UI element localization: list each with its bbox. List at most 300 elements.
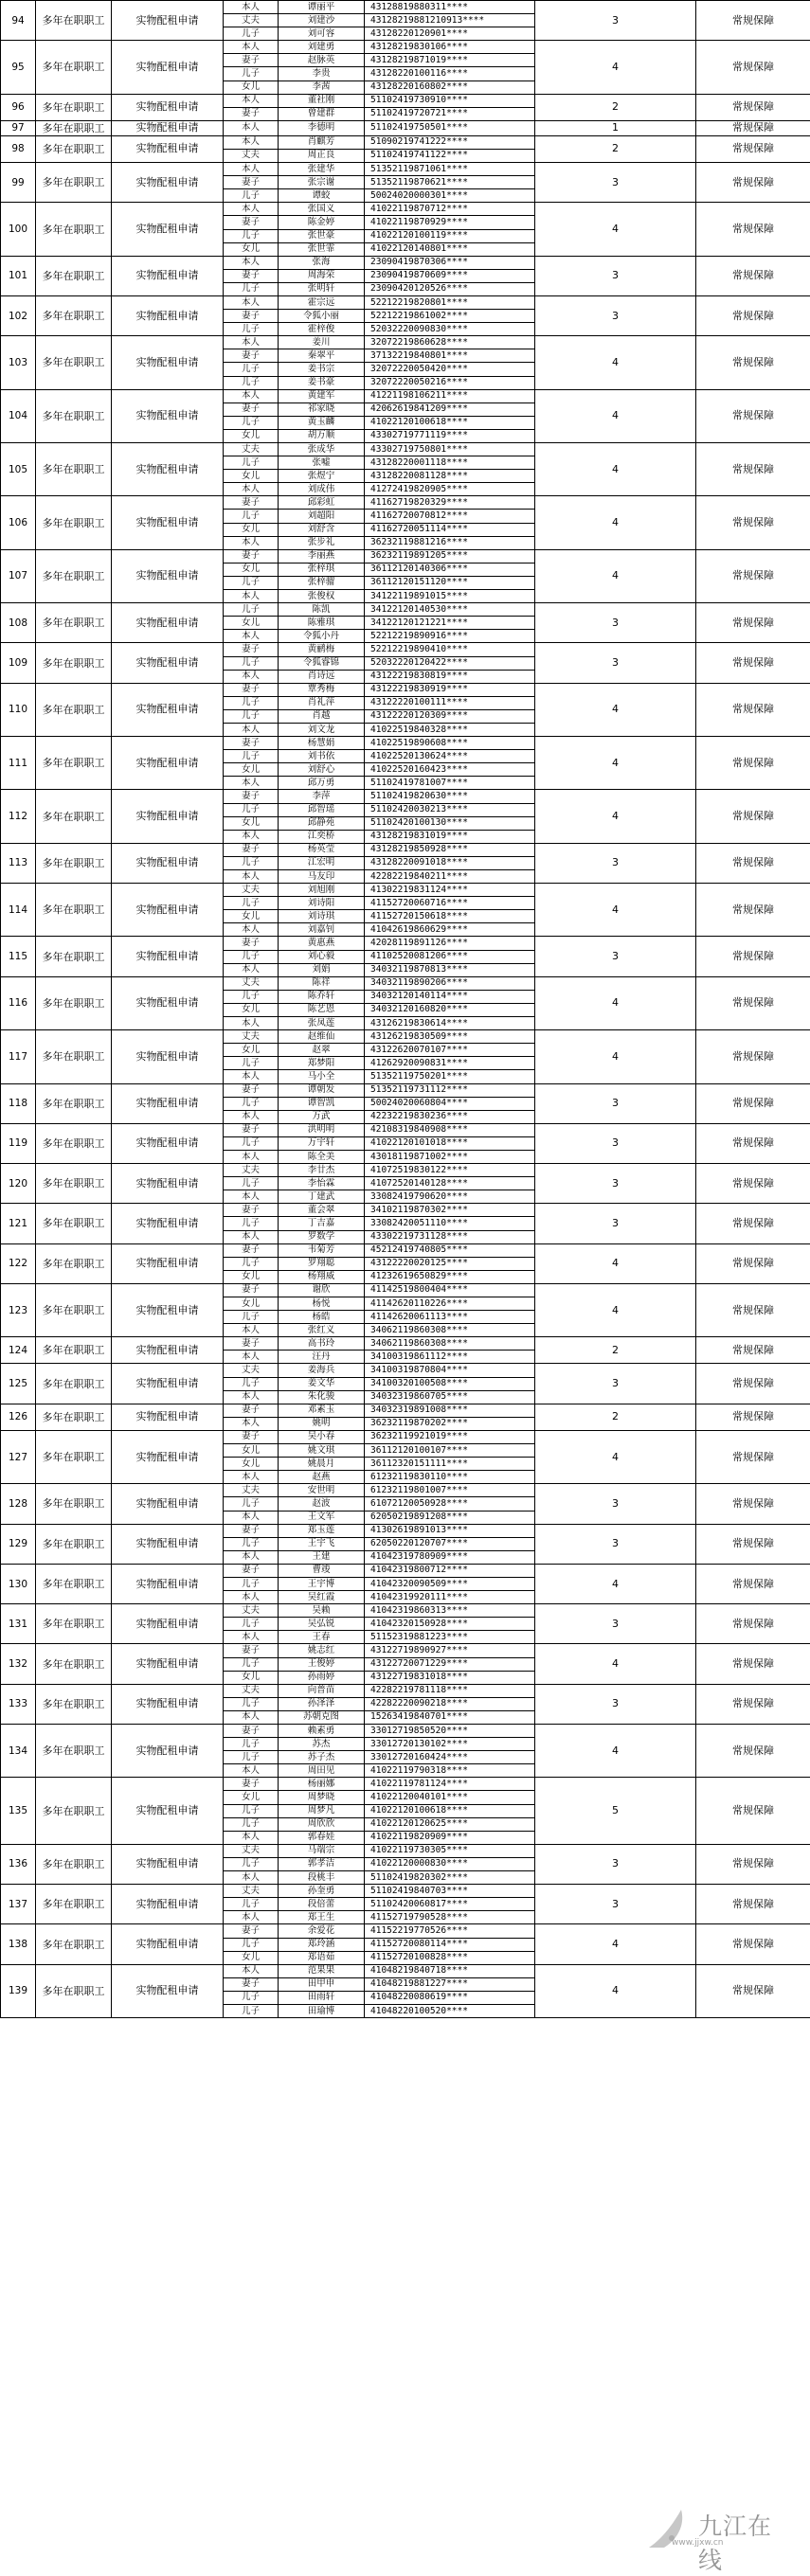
name-cell: 田甲申 xyxy=(279,1977,365,1991)
name-cell: 陈全美 xyxy=(279,1150,365,1163)
id-number-cell: 51102419781007**** xyxy=(365,777,535,790)
name-cell: 赵脉英 xyxy=(279,54,365,67)
household-count-cell: 4 xyxy=(535,683,696,736)
id-number-cell: 52212219890916**** xyxy=(365,630,535,643)
id-number-cell: 42028119891126**** xyxy=(365,937,535,950)
relation-cell: 儿子 xyxy=(224,1817,279,1831)
household-count-cell: 2 xyxy=(535,135,696,162)
category-cell: 多年在职职工 xyxy=(36,843,112,883)
name-cell: 李廿杰 xyxy=(279,1164,365,1177)
name-cell: 丁吉嘉 xyxy=(279,1217,365,1230)
relation-cell: 妻子 xyxy=(224,1337,279,1351)
name-cell: 吴赖 xyxy=(279,1604,365,1618)
application-type-cell: 实物配租申请 xyxy=(112,937,224,976)
household-count-cell: 4 xyxy=(535,203,696,256)
name-cell: 姜书豪 xyxy=(279,376,365,389)
application-type-cell: 实物配租申请 xyxy=(112,1364,224,1404)
relation-cell: 本人 xyxy=(224,389,279,402)
name-cell: 杨英莹 xyxy=(279,843,365,856)
row-number: 131 xyxy=(1,1604,36,1644)
name-cell: 李丽燕 xyxy=(279,549,365,563)
category-cell: 多年在职职工 xyxy=(36,1164,112,1204)
id-number-cell: 51352119870621**** xyxy=(365,176,535,189)
id-number-cell: 41152719790528**** xyxy=(365,1911,535,1924)
id-number-cell: 37132219840801**** xyxy=(365,349,535,363)
id-number-cell: 34100319861112**** xyxy=(365,1351,535,1364)
category-cell: 多年在职职工 xyxy=(36,683,112,736)
relation-cell: 妻子 xyxy=(224,1243,279,1257)
name-cell: 郑玉莲 xyxy=(279,1524,365,1537)
id-number-cell: 51102420100130**** xyxy=(365,816,535,830)
relation-cell: 儿子 xyxy=(224,1177,279,1190)
household-count-cell: 3 xyxy=(535,1164,696,1204)
application-type-cell: 实物配租申请 xyxy=(112,135,224,162)
name-cell: 王春 xyxy=(279,1631,365,1644)
id-number-cell: 41022119820909**** xyxy=(365,1831,535,1844)
relation-cell: 本人 xyxy=(224,1964,279,1977)
name-cell: 姜川 xyxy=(279,336,365,349)
name-cell: 陈凯 xyxy=(279,603,365,617)
category-cell: 多年在职职工 xyxy=(36,135,112,162)
relation-cell: 本人 xyxy=(224,830,279,843)
name-cell: 孙雨婷 xyxy=(279,1671,365,1684)
id-number-cell: 42282219781118**** xyxy=(365,1684,535,1697)
application-type-cell: 实物配租申请 xyxy=(112,41,224,94)
id-number-cell: 41232619650829**** xyxy=(365,1270,535,1283)
application-type-cell: 实物配租申请 xyxy=(112,1243,224,1283)
relation-cell: 妻子 xyxy=(224,1204,279,1217)
id-number-cell: 50024020060804**** xyxy=(365,1097,535,1110)
household-count-cell: 3 xyxy=(535,1524,696,1564)
name-cell: 周正良 xyxy=(279,149,365,162)
row-number: 120 xyxy=(1,1164,36,1204)
household-count-cell: 3 xyxy=(535,1844,696,1884)
name-cell: 姚明 xyxy=(279,1417,365,1430)
guarantee-type-cell: 常规保障 xyxy=(696,1778,810,1844)
name-cell: 郑玲涵 xyxy=(279,1938,365,1951)
id-number-cell: 41302219831124**** xyxy=(365,884,535,897)
household-count-cell: 4 xyxy=(535,41,696,94)
watermark-url: www.jjxw.cn xyxy=(672,2538,724,2548)
relation-cell: 丈夫 xyxy=(224,1844,279,1857)
name-cell: 张梓骝 xyxy=(279,576,365,589)
relation-cell: 本人 xyxy=(224,1190,279,1204)
application-type-cell: 实物配租申请 xyxy=(112,1725,224,1778)
relation-cell: 丈夫 xyxy=(224,1484,279,1497)
row-number: 98 xyxy=(1,135,36,162)
relation-cell: 女儿 xyxy=(224,1270,279,1283)
guarantee-type-cell: 常规保障 xyxy=(696,1123,810,1163)
household-count-cell: 5 xyxy=(535,1778,696,1844)
application-type-cell: 实物配租申请 xyxy=(112,389,224,442)
id-number-cell: 52032220090830**** xyxy=(365,323,535,336)
id-number-cell: 43128220100116**** xyxy=(365,67,535,80)
name-cell: 杨翔威 xyxy=(279,1270,365,1283)
name-cell: 郭春娃 xyxy=(279,1831,365,1844)
name-cell: 曹竣 xyxy=(279,1564,365,1577)
relation-cell: 儿子 xyxy=(224,1697,279,1710)
table-row xyxy=(1,790,810,803)
row-number: 117 xyxy=(1,1030,36,1083)
household-count-cell: 3 xyxy=(535,295,696,335)
relation-cell: 本人 xyxy=(224,536,279,549)
name-cell: 祁家晓 xyxy=(279,402,365,416)
id-number-cell: 41022120040101**** xyxy=(365,1791,535,1804)
category-cell: 多年在职职工 xyxy=(36,1337,112,1364)
application-type-cell: 实物配租申请 xyxy=(112,1123,224,1163)
relation-cell: 妻子 xyxy=(224,1924,279,1938)
relation-cell: 女儿 xyxy=(224,523,279,536)
relation-cell: 女儿 xyxy=(224,1003,279,1016)
id-number-cell: 34032120140114**** xyxy=(365,990,535,1003)
name-cell: 赵波 xyxy=(279,1497,365,1511)
relation-cell: 儿子 xyxy=(224,1097,279,1110)
category-cell: 多年在职职工 xyxy=(36,1404,112,1430)
guarantee-type-cell: 常规保障 xyxy=(696,737,810,790)
relation-cell: 本人 xyxy=(224,1710,279,1724)
name-cell: 邱万勇 xyxy=(279,777,365,790)
relation-cell: 丈夫 xyxy=(224,1885,279,1898)
name-cell: 郭孝洁 xyxy=(279,1857,365,1870)
guarantee-type-cell: 常规保障 xyxy=(696,1083,810,1123)
household-count-cell: 4 xyxy=(535,496,696,549)
application-type-cell: 实物配租申请 xyxy=(112,1283,224,1336)
name-cell: 张成华 xyxy=(279,443,365,456)
relation-cell: 女儿 xyxy=(224,763,279,777)
id-number-cell: 41162720051114**** xyxy=(365,523,535,536)
row-number: 134 xyxy=(1,1725,36,1778)
table-row xyxy=(1,1778,810,1791)
name-cell: 张世霏 xyxy=(279,242,365,256)
relation-cell: 女儿 xyxy=(224,1444,279,1458)
relation-cell: 本人 xyxy=(224,1324,279,1337)
relation-cell: 儿子 xyxy=(224,27,279,41)
relation-cell: 女儿 xyxy=(224,563,279,576)
id-number-cell: 41048220100520**** xyxy=(365,2004,535,2017)
id-number-cell: 43122220020125**** xyxy=(365,1257,535,1270)
table-row xyxy=(1,1,810,14)
name-cell: 李茜 xyxy=(279,80,365,94)
id-number-cell: 41142620061113**** xyxy=(365,1311,535,1324)
household-count-cell: 4 xyxy=(535,443,696,496)
id-number-cell: 41042320090509**** xyxy=(365,1577,535,1590)
household-count-cell: 4 xyxy=(535,1430,696,1483)
application-type-cell: 实物配租申请 xyxy=(112,549,224,602)
category-cell: 多年在职职工 xyxy=(36,1204,112,1243)
id-number-cell: 41152720060716**** xyxy=(365,897,535,910)
table-row xyxy=(1,683,810,696)
name-cell: 张嘘 xyxy=(279,456,365,470)
row-number: 107 xyxy=(1,549,36,602)
name-cell: 马小全 xyxy=(279,1070,365,1083)
category-cell: 多年在职职工 xyxy=(36,1030,112,1083)
id-number-cell: 32072220050420**** xyxy=(365,363,535,376)
id-number-cell: 43128220001118**** xyxy=(365,456,535,470)
relation-cell: 妻子 xyxy=(224,349,279,363)
category-cell: 多年在职职工 xyxy=(36,884,112,937)
household-count-cell: 4 xyxy=(535,737,696,790)
relation-cell: 本人 xyxy=(224,670,279,683)
relation-cell: 儿子 xyxy=(224,1657,279,1671)
relation-cell: 儿子 xyxy=(224,510,279,523)
id-number-cell: 23090419870609**** xyxy=(365,269,535,282)
name-cell: 张海 xyxy=(279,256,365,269)
name-cell: 谭朝发 xyxy=(279,1083,365,1097)
id-number-cell: 36112120140306**** xyxy=(365,563,535,576)
name-cell: 高书玲 xyxy=(279,1337,365,1351)
name-cell: 李贵 xyxy=(279,67,365,80)
name-cell: 姜书宗 xyxy=(279,363,365,376)
guarantee-type-cell: 常规保障 xyxy=(696,1844,810,1884)
id-number-cell: 32072219860628**** xyxy=(365,336,535,349)
name-cell: 段倍蕾 xyxy=(279,1898,365,1911)
household-count-cell: 4 xyxy=(535,1283,696,1336)
id-number-cell: 36112320151111**** xyxy=(365,1458,535,1471)
relation-cell: 女儿 xyxy=(224,1791,279,1804)
id-number-cell: 41022120140801**** xyxy=(365,242,535,256)
relation-cell: 妻子 xyxy=(224,683,279,696)
name-cell: 赵维仙 xyxy=(279,1030,365,1044)
relation-cell: 本人 xyxy=(224,1550,279,1564)
guarantee-type-cell: 常规保障 xyxy=(696,1283,810,1336)
application-type-cell: 实物配租申请 xyxy=(112,1030,224,1083)
relation-cell: 儿子 xyxy=(224,709,279,723)
row-number: 119 xyxy=(1,1123,36,1163)
category-cell: 多年在职职工 xyxy=(36,1,112,41)
guarantee-type-cell: 常规保障 xyxy=(696,1364,810,1404)
row-number: 96 xyxy=(1,94,36,120)
category-cell: 多年在职职工 xyxy=(36,603,112,643)
relation-cell: 丈夫 xyxy=(224,976,279,990)
relation-cell: 丈夫 xyxy=(224,1684,279,1697)
relation-cell: 妻子 xyxy=(224,1524,279,1537)
relation-cell: 儿子 xyxy=(224,1537,279,1550)
id-number-cell: 51102419741122**** xyxy=(365,149,535,162)
id-number-cell: 61232119830110**** xyxy=(365,1471,535,1484)
category-cell: 多年在职职工 xyxy=(36,1243,112,1283)
relation-cell: 儿子 xyxy=(224,1804,279,1817)
name-cell: 黄鹂梅 xyxy=(279,643,365,656)
household-count-cell: 2 xyxy=(535,1337,696,1364)
relation-cell: 妻子 xyxy=(224,937,279,950)
application-type-cell: 实物配租申请 xyxy=(112,1604,224,1644)
household-count-cell: 3 xyxy=(535,163,696,203)
relation-cell: 妻子 xyxy=(224,1778,279,1791)
table-row xyxy=(1,1164,810,1177)
name-cell: 安世明 xyxy=(279,1484,365,1497)
name-cell: 令狐小丹 xyxy=(279,630,365,643)
table-row xyxy=(1,135,810,149)
name-cell: 张明轩 xyxy=(279,282,365,295)
relation-cell: 妻子 xyxy=(224,107,279,120)
guarantee-type-cell: 常规保障 xyxy=(696,1337,810,1364)
application-type-cell: 实物配租申请 xyxy=(112,643,224,683)
relation-cell: 女儿 xyxy=(224,1951,279,1964)
table-row xyxy=(1,976,810,990)
id-number-cell: 41152720150618**** xyxy=(365,910,535,923)
id-number-cell: 52212219820801**** xyxy=(365,295,535,309)
relation-cell: 本人 xyxy=(224,1511,279,1524)
id-number-cell: 42108319840908**** xyxy=(365,1123,535,1136)
guarantee-type-cell: 常规保障 xyxy=(696,1684,810,1724)
relation-cell: 儿子 xyxy=(224,856,279,869)
application-type-cell: 实物配租申请 xyxy=(112,1684,224,1724)
guarantee-type-cell: 常规保障 xyxy=(696,1604,810,1644)
guarantee-type-cell: 常规保障 xyxy=(696,389,810,442)
name-cell: 周田见 xyxy=(279,1764,365,1778)
name-cell: 郑语茹 xyxy=(279,1951,365,1964)
table-row xyxy=(1,1524,810,1537)
guarantee-type-cell: 常规保障 xyxy=(696,1,810,41)
name-cell: 邱彩虹 xyxy=(279,496,365,510)
guarantee-type-cell: 常规保障 xyxy=(696,1030,810,1083)
id-number-cell: 43122220100111**** xyxy=(365,696,535,709)
id-number-cell: 51352119731112**** xyxy=(365,1083,535,1097)
relation-cell: 本人 xyxy=(224,336,279,349)
name-cell: 张俊权 xyxy=(279,590,365,603)
relation-cell: 儿子 xyxy=(224,1751,279,1764)
id-number-cell: 41048220080619**** xyxy=(365,1991,535,2004)
id-number-cell: 41048219840718**** xyxy=(365,1964,535,1977)
table-row xyxy=(1,549,810,563)
relation-cell: 儿子 xyxy=(224,363,279,376)
guarantee-type-cell: 常规保障 xyxy=(696,1524,810,1564)
application-type-cell: 实物配租申请 xyxy=(112,1484,224,1524)
relation-cell: 妻子 xyxy=(224,737,279,750)
application-type-cell: 实物配租申请 xyxy=(112,1885,224,1924)
household-count-cell: 2 xyxy=(535,94,696,120)
relation-cell: 儿子 xyxy=(224,1577,279,1590)
id-number-cell: 43128219871019**** xyxy=(365,54,535,67)
id-number-cell: 43128220120901**** xyxy=(365,27,535,41)
row-number: 124 xyxy=(1,1337,36,1364)
id-number-cell: 34102119870302**** xyxy=(365,1204,535,1217)
application-type-cell: 实物配租申请 xyxy=(112,496,224,549)
row-number: 105 xyxy=(1,443,36,496)
table-row xyxy=(1,1604,810,1618)
relation-cell: 本人 xyxy=(224,135,279,149)
relation-cell: 本人 xyxy=(224,630,279,643)
name-cell: 邱智瑶 xyxy=(279,803,365,816)
id-number-cell: 51090219741222**** xyxy=(365,135,535,149)
household-count-cell: 1 xyxy=(535,120,696,135)
relation-cell: 妻子 xyxy=(224,176,279,189)
name-cell: 周梦凡 xyxy=(279,1804,365,1817)
category-cell: 多年在职职工 xyxy=(36,120,112,135)
relation-cell: 儿子 xyxy=(224,696,279,709)
id-number-cell: 50024020000301**** xyxy=(365,189,535,203)
name-cell: 邱静苑 xyxy=(279,816,365,830)
table-row xyxy=(1,295,810,309)
name-cell: 刘建勇 xyxy=(279,41,365,54)
relation-cell: 妻子 xyxy=(224,1725,279,1738)
table-row xyxy=(1,1283,810,1297)
table-row xyxy=(1,1684,810,1697)
table-row xyxy=(1,1484,810,1497)
name-cell: 黄惠燕 xyxy=(279,937,365,950)
name-cell: 张世豪 xyxy=(279,229,365,242)
name-cell: 邓素玉 xyxy=(279,1404,365,1417)
id-number-cell: 41022520130624**** xyxy=(365,750,535,763)
category-cell: 多年在职职工 xyxy=(36,1844,112,1884)
guarantee-type-cell: 常规保障 xyxy=(696,1924,810,1964)
name-cell: 董会翠 xyxy=(279,1204,365,1217)
guarantee-type-cell: 常规保障 xyxy=(696,496,810,549)
name-cell: 刘舒含 xyxy=(279,523,365,536)
table-row xyxy=(1,443,810,456)
relation-cell: 妻子 xyxy=(224,1083,279,1097)
name-cell: 黄建军 xyxy=(279,389,365,402)
household-count-cell: 3 xyxy=(535,1364,696,1404)
category-cell: 多年在职职工 xyxy=(36,94,112,120)
name-cell: 肖越 xyxy=(279,709,365,723)
name-cell: 杨悦 xyxy=(279,1297,365,1311)
id-number-cell: 33082419790620**** xyxy=(365,1190,535,1204)
id-number-cell: 41162720070812**** xyxy=(365,510,535,523)
id-number-cell: 34032119890206**** xyxy=(365,976,535,990)
row-number: 110 xyxy=(1,683,36,736)
household-count-cell: 3 xyxy=(535,256,696,295)
relation-cell: 本人 xyxy=(224,923,279,937)
guarantee-type-cell: 常规保障 xyxy=(696,790,810,843)
household-count-cell: 4 xyxy=(535,1924,696,1964)
relation-cell: 女儿 xyxy=(224,1297,279,1311)
id-number-cell: 51102419820302**** xyxy=(365,1871,535,1885)
id-number-cell: 36232119881216**** xyxy=(365,536,535,549)
relation-cell: 儿子 xyxy=(224,1136,279,1150)
name-cell: 刘成伟 xyxy=(279,483,365,496)
id-number-cell: 51102420030213**** xyxy=(365,803,535,816)
table-row xyxy=(1,1123,810,1136)
name-cell: 江奕桥 xyxy=(279,830,365,843)
category-cell: 多年在职职工 xyxy=(36,1725,112,1778)
id-number-cell: 41042320150928**** xyxy=(365,1618,535,1631)
name-cell: 刘娟 xyxy=(279,963,365,976)
category-cell: 多年在职职工 xyxy=(36,1885,112,1924)
category-cell: 多年在职职工 xyxy=(36,1484,112,1524)
id-number-cell: 51102419750501**** xyxy=(365,120,535,135)
table-row xyxy=(1,41,810,54)
guarantee-type-cell: 常规保障 xyxy=(696,1564,810,1603)
name-cell: 刘诗阳 xyxy=(279,897,365,910)
relation-cell: 本人 xyxy=(224,120,279,135)
name-cell: 王宇飞 xyxy=(279,1537,365,1550)
id-number-cell: 41042619860629**** xyxy=(365,923,535,937)
household-count-cell: 3 xyxy=(535,937,696,976)
table-row xyxy=(1,1030,810,1044)
table-row xyxy=(1,1083,810,1097)
name-cell: 赵燕 xyxy=(279,1471,365,1484)
relation-cell: 妻子 xyxy=(224,1644,279,1657)
category-cell: 多年在职职工 xyxy=(36,1564,112,1603)
relation-cell: 丈夫 xyxy=(224,1364,279,1377)
id-number-cell: 34032119870813**** xyxy=(365,963,535,976)
id-number-cell: 34062119860308**** xyxy=(365,1337,535,1351)
name-cell: 霍梓俊 xyxy=(279,323,365,336)
application-type-cell: 实物配租申请 xyxy=(112,1337,224,1364)
id-number-cell: 43122219830819**** xyxy=(365,670,535,683)
id-number-cell: 43128219831019**** xyxy=(365,830,535,843)
household-count-cell: 3 xyxy=(535,843,696,883)
row-number: 122 xyxy=(1,1243,36,1283)
name-cell: 谭智凯 xyxy=(279,1097,365,1110)
relation-cell: 妻子 xyxy=(224,216,279,229)
name-cell: 韦菊芳 xyxy=(279,1243,365,1257)
id-number-cell: 41022120100618**** xyxy=(365,416,535,429)
guarantee-type-cell: 常规保障 xyxy=(696,295,810,335)
relation-cell: 儿子 xyxy=(224,750,279,763)
relation-cell: 儿子 xyxy=(224,323,279,336)
